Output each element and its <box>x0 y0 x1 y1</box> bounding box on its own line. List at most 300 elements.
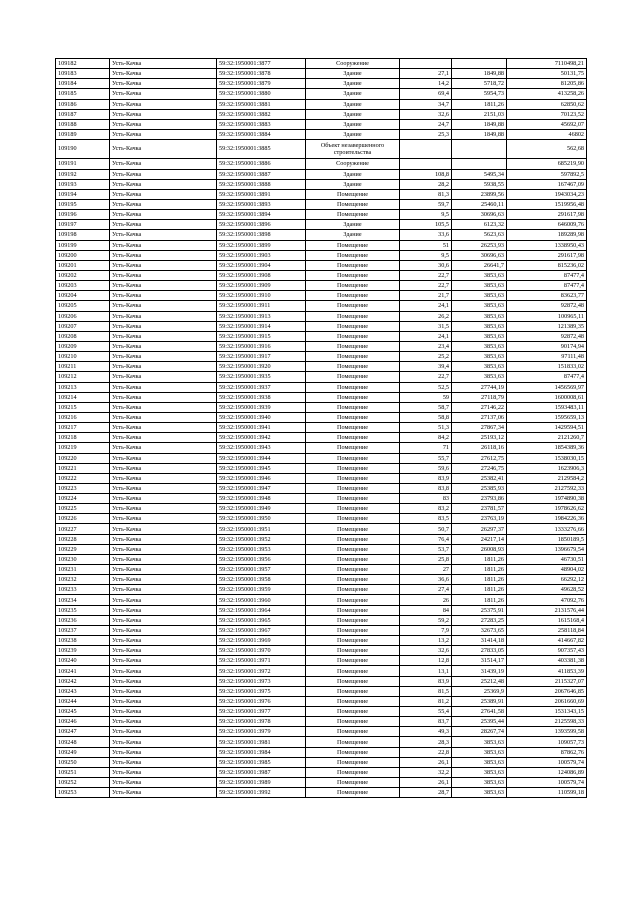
settlement-cell: Усть-Качка <box>110 412 217 422</box>
settlement-cell: Усть-Качка <box>110 423 217 433</box>
area-cell: 58,7 <box>400 402 452 412</box>
unit-price-cell: 24217,14 <box>452 534 507 544</box>
area-cell <box>400 159 452 169</box>
cadastral-number-cell: 59:32:1950001:3913 <box>217 311 306 321</box>
unit-price-cell: 30696,63 <box>452 250 507 260</box>
table-row <box>56 605 587 615</box>
cadastral-value-cell: 46730,51 <box>507 554 587 564</box>
cadastral-value-cell: 685219,90 <box>507 159 587 169</box>
settlement-cell: Усть-Качка <box>110 788 217 798</box>
cadastral-number-cell: 59:32:1950001:3914 <box>217 321 306 331</box>
settlement-cell: Усть-Качка <box>110 179 217 189</box>
cadastral-number-cell: 59:32:1950001:3908 <box>217 270 306 280</box>
table-row <box>56 494 587 504</box>
settlement-cell: Усть-Качка <box>110 747 217 757</box>
object-type-cell: Помещение <box>306 544 400 554</box>
settlement-cell: Усть-Качка <box>110 89 217 99</box>
unit-price-cell: 1811,26 <box>452 99 507 109</box>
unit-price-cell: 3853,63 <box>452 352 507 362</box>
area-cell: 51 <box>400 240 452 250</box>
cadastral-value-cell: 87477,4 <box>507 281 587 291</box>
cadastral-number-cell: 59:32:1950001:3888 <box>217 179 306 189</box>
area-cell: 28,2 <box>400 179 452 189</box>
object-type-cell: Помещение <box>306 301 400 311</box>
object-type-cell: Помещение <box>306 494 400 504</box>
cadastral-value-cell: 1531343,15 <box>507 707 587 717</box>
cadastral-number-cell: 59:32:1950001:3960 <box>217 595 306 605</box>
area-cell: 25,2 <box>400 352 452 362</box>
area-cell: 108,8 <box>400 169 452 179</box>
area-cell: 83,9 <box>400 676 452 686</box>
settlement-cell: Усть-Качка <box>110 565 217 575</box>
row-number-cell: 109204 <box>56 291 110 301</box>
cadastral-value-cell: 258118,84 <box>507 625 587 635</box>
settlement-cell: Усть-Качка <box>110 331 217 341</box>
settlement-cell: Усть-Качка <box>110 140 217 159</box>
unit-price-cell: 26641,7 <box>452 260 507 270</box>
area-cell: 83,9 <box>400 473 452 483</box>
settlement-cell: Усть-Качка <box>110 281 217 291</box>
unit-price-cell: 1811,26 <box>452 554 507 564</box>
unit-price-cell: 30696,63 <box>452 210 507 220</box>
cadastral-value-cell: 1333276,66 <box>507 524 587 534</box>
cadastral-number-cell: 59:32:1950001:3944 <box>217 453 306 463</box>
cadastral-number-cell: 59:32:1950001:3964 <box>217 605 306 615</box>
row-number-cell: 109247 <box>56 727 110 737</box>
cadastral-value-cell: 50131,75 <box>507 69 587 79</box>
cadastral-value-cell: 1623906,3 <box>507 463 587 473</box>
row-number-cell: 109214 <box>56 392 110 402</box>
object-type-cell: Помещение <box>306 524 400 534</box>
row-number-cell: 109222 <box>56 473 110 483</box>
object-type-cell: Здание <box>306 169 400 179</box>
area-cell: 22,8 <box>400 747 452 757</box>
unit-price-cell: 3853,63 <box>452 321 507 331</box>
area-cell: 32,6 <box>400 109 452 119</box>
table-row <box>56 352 587 362</box>
cadastral-value-cell: 403381,38 <box>507 656 587 666</box>
unit-price-cell: 27246,75 <box>452 463 507 473</box>
unit-price-cell: 25382,41 <box>452 473 507 483</box>
cadastral-value-cell: 1615168,4 <box>507 615 587 625</box>
settlement-cell: Усть-Качка <box>110 382 217 392</box>
row-number-cell: 109192 <box>56 169 110 179</box>
cadastral-number-cell: 59:32:1950001:3992 <box>217 788 306 798</box>
object-type-cell: Помещение <box>306 382 400 392</box>
cadastral-value-cell: 1943034,23 <box>507 189 587 199</box>
area-cell: 59 <box>400 392 452 402</box>
cadastral-value-cell: 291617,98 <box>507 210 587 220</box>
object-type-cell: Помещение <box>306 504 400 514</box>
cadastral-value-cell: 124086,89 <box>507 767 587 777</box>
row-number-cell: 109237 <box>56 625 110 635</box>
cadastral-number-cell: 59:32:1950001:3879 <box>217 79 306 89</box>
row-number-cell: 109233 <box>56 585 110 595</box>
cadastral-number-cell: 59:32:1950001:3967 <box>217 625 306 635</box>
unit-price-cell: 3853,63 <box>452 747 507 757</box>
cadastral-value-cell: 291617,98 <box>507 250 587 260</box>
object-type-cell: Помещение <box>306 433 400 443</box>
cadastral-value-cell: 414667,82 <box>507 636 587 646</box>
unit-price-cell: 25369,9 <box>452 686 507 696</box>
unit-price-cell: 27146,22 <box>452 402 507 412</box>
unit-price-cell <box>452 159 507 169</box>
cadastral-number-cell: 59:32:1950001:3937 <box>217 382 306 392</box>
row-number-cell: 109244 <box>56 696 110 706</box>
cadastral-number-cell: 59:32:1950001:3973 <box>217 676 306 686</box>
settlement-cell: Усть-Качка <box>110 625 217 635</box>
cadastral-number-cell: 59:32:1950001:3977 <box>217 707 306 717</box>
object-type-cell: Помещение <box>306 757 400 767</box>
area-cell: 31,5 <box>400 321 452 331</box>
row-number-cell: 109249 <box>56 747 110 757</box>
cadastral-value-cell: 815236,02 <box>507 260 587 270</box>
cadastral-number-cell: 59:32:1950001:3885 <box>217 140 306 159</box>
area-cell: 24,1 <box>400 331 452 341</box>
unit-price-cell: 27283,25 <box>452 615 507 625</box>
cadastral-number-cell: 59:32:1950001:3909 <box>217 281 306 291</box>
unit-price-cell <box>452 59 507 69</box>
unit-price-cell: 3853,63 <box>452 767 507 777</box>
object-type-cell: Здание <box>306 79 400 89</box>
unit-price-cell: 25395,44 <box>452 717 507 727</box>
unit-price-cell: 3853,63 <box>452 301 507 311</box>
object-type-cell: Помещение <box>306 595 400 605</box>
row-number-cell: 109242 <box>56 676 110 686</box>
object-type-cell: Помещение <box>306 412 400 422</box>
area-cell: 71 <box>400 443 452 453</box>
area-cell: 26,1 <box>400 757 452 767</box>
row-number-cell: 109240 <box>56 656 110 666</box>
settlement-cell: Усть-Качка <box>110 99 217 109</box>
cadastral-number-cell: 59:32:1950001:3949 <box>217 504 306 514</box>
settlement-cell: Усть-Качка <box>110 646 217 656</box>
row-number-cell: 109248 <box>56 737 110 747</box>
table-row <box>56 392 587 402</box>
unit-price-cell: 3853,63 <box>452 341 507 351</box>
object-type-cell: Помещение <box>306 199 400 209</box>
settlement-cell: Усть-Качка <box>110 210 217 220</box>
object-type-cell: Помещение <box>306 625 400 635</box>
cadastral-value-cell: 2125598,33 <box>507 717 587 727</box>
cadastral-number-cell: 59:32:1950001:3957 <box>217 565 306 575</box>
table-row <box>56 230 587 240</box>
object-type-cell: Помещение <box>306 270 400 280</box>
cadastral-value-cell: 87862,76 <box>507 747 587 757</box>
row-number-cell: 109196 <box>56 210 110 220</box>
cadastral-number-cell: 59:32:1950001:3989 <box>217 778 306 788</box>
object-type-cell: Помещение <box>306 473 400 483</box>
settlement-cell: Усть-Качка <box>110 169 217 179</box>
unit-price-cell: 1811,26 <box>452 565 507 575</box>
unit-price-cell: 1849,88 <box>452 69 507 79</box>
settlement-cell: Усть-Качка <box>110 392 217 402</box>
cadastral-number-cell: 59:32:1950001:3877 <box>217 59 306 69</box>
cadastral-value-cell: 100965,11 <box>507 311 587 321</box>
table-row <box>56 69 587 79</box>
settlement-cell: Усть-Качка <box>110 199 217 209</box>
object-type-cell: Помещение <box>306 717 400 727</box>
settlement-cell: Усть-Качка <box>110 119 217 129</box>
settlement-cell: Усть-Качка <box>110 291 217 301</box>
cadastral-value-cell: 562,68 <box>507 140 587 159</box>
table-row <box>56 463 587 473</box>
settlement-cell: Усть-Качка <box>110 321 217 331</box>
unit-price-cell: 2151,03 <box>452 109 507 119</box>
table-row <box>56 747 587 757</box>
cadastral-number-cell: 59:32:1950001:3976 <box>217 696 306 706</box>
row-number-cell: 109205 <box>56 301 110 311</box>
row-number-cell: 109209 <box>56 341 110 351</box>
unit-price-cell: 3853,63 <box>452 778 507 788</box>
table-row <box>56 514 587 524</box>
cadastral-value-cell: 47092,76 <box>507 595 587 605</box>
row-number-cell: 109239 <box>56 646 110 656</box>
object-type-cell: Помещение <box>306 281 400 291</box>
cadastral-value-cell: 1595659,13 <box>507 412 587 422</box>
settlement-cell: Усть-Качка <box>110 59 217 69</box>
table-row <box>56 433 587 443</box>
area-cell: 26 <box>400 595 452 605</box>
area-cell: 50,7 <box>400 524 452 534</box>
object-type-cell: Помещение <box>306 331 400 341</box>
row-number-cell: 109235 <box>56 605 110 615</box>
object-type-cell: Объект незавершенного строительства <box>306 140 400 159</box>
cadastral-number-cell: 59:32:1950001:3935 <box>217 372 306 382</box>
area-cell: 24,1 <box>400 301 452 311</box>
settlement-cell: Усть-Качка <box>110 463 217 473</box>
row-number-cell: 109194 <box>56 189 110 199</box>
settlement-cell: Усть-Качка <box>110 524 217 534</box>
unit-price-cell: 3853,63 <box>452 757 507 767</box>
object-type-cell: Здание <box>306 89 400 99</box>
cadastral-number-cell: 59:32:1950001:3939 <box>217 402 306 412</box>
cadastral-value-cell: 7110498,21 <box>507 59 587 69</box>
settlement-cell: Усть-Качка <box>110 757 217 767</box>
area-cell: 32,2 <box>400 767 452 777</box>
object-type-cell: Помещение <box>306 372 400 382</box>
table-row <box>56 666 587 676</box>
area-cell: 49,3 <box>400 727 452 737</box>
settlement-cell: Усть-Качка <box>110 534 217 544</box>
cadastral-number-cell: 59:32:1950001:3878 <box>217 69 306 79</box>
unit-price-cell: 27867,34 <box>452 423 507 433</box>
cadastral-number-cell: 59:32:1950001:3965 <box>217 615 306 625</box>
cadastral-number-cell: 59:32:1950001:3894 <box>217 210 306 220</box>
area-cell: 76,4 <box>400 534 452 544</box>
area-cell: 53,7 <box>400 544 452 554</box>
unit-price-cell: 25212,48 <box>452 676 507 686</box>
cadastral-number-cell: 59:32:1950001:3938 <box>217 392 306 402</box>
object-type-cell: Помещение <box>306 707 400 717</box>
table-row <box>56 483 587 493</box>
object-type-cell: Помещение <box>306 260 400 270</box>
settlement-cell: Усть-Качка <box>110 301 217 311</box>
area-cell: 83,5 <box>400 514 452 524</box>
settlement-cell: Усть-Качка <box>110 69 217 79</box>
cadastral-number-cell: 59:32:1950001:3972 <box>217 666 306 676</box>
object-type-cell: Помещение <box>306 402 400 412</box>
cadastral-value-cell: 83623,77 <box>507 291 587 301</box>
cadastral-value-cell: 49628,52 <box>507 585 587 595</box>
row-number-cell: 109206 <box>56 311 110 321</box>
row-number-cell: 109236 <box>56 615 110 625</box>
table-row <box>56 372 587 382</box>
settlement-cell: Усть-Качка <box>110 129 217 139</box>
area-cell: 25,3 <box>400 129 452 139</box>
settlement-cell: Усть-Качка <box>110 585 217 595</box>
settlement-cell: Усть-Качка <box>110 504 217 514</box>
row-number-cell: 109195 <box>56 199 110 209</box>
row-number-cell: 109189 <box>56 129 110 139</box>
area-cell: 12,8 <box>400 656 452 666</box>
cadastral-number-cell: 59:32:1950001:3882 <box>217 109 306 119</box>
area-cell: 9,5 <box>400 210 452 220</box>
cadastral-number-cell: 59:32:1950001:3893 <box>217 199 306 209</box>
unit-price-cell: 5623,63 <box>452 230 507 240</box>
area-cell: 81,3 <box>400 189 452 199</box>
row-number-cell: 109217 <box>56 423 110 433</box>
cadastral-value-cell: 1974890,38 <box>507 494 587 504</box>
unit-price-cell: 31414,18 <box>452 636 507 646</box>
settlement-cell: Усть-Качка <box>110 656 217 666</box>
area-cell: 23,4 <box>400 341 452 351</box>
cadastral-number-cell: 59:32:1950001:3910 <box>217 291 306 301</box>
area-cell: 59,2 <box>400 615 452 625</box>
cadastral-number-cell: 59:32:1950001:3969 <box>217 636 306 646</box>
unit-price-cell: 5954,73 <box>452 89 507 99</box>
row-number-cell: 109212 <box>56 372 110 382</box>
area-cell: 58,8 <box>400 412 452 422</box>
table-row <box>56 79 587 89</box>
row-number-cell: 109203 <box>56 281 110 291</box>
area-cell: 81,5 <box>400 686 452 696</box>
settlement-cell: Усть-Качка <box>110 240 217 250</box>
cadastral-number-cell: 59:32:1950001:3884 <box>217 129 306 139</box>
table-row <box>56 311 587 321</box>
object-type-cell: Сооружение <box>306 59 400 69</box>
unit-price-cell: 6123,32 <box>452 220 507 230</box>
table-row <box>56 504 587 514</box>
object-type-cell: Помещение <box>306 646 400 656</box>
table-row <box>56 281 587 291</box>
cadastral-number-cell: 59:32:1950001:3898 <box>217 230 306 240</box>
row-number-cell: 109188 <box>56 119 110 129</box>
area-cell: 52,5 <box>400 382 452 392</box>
table-row <box>56 737 587 747</box>
unit-price-cell: 26008,93 <box>452 544 507 554</box>
settlement-cell: Усть-Качка <box>110 727 217 737</box>
settlement-cell: Усть-Качка <box>110 767 217 777</box>
table-row <box>56 331 587 341</box>
table-row <box>56 423 587 433</box>
cadastral-value-cell: 2061660,69 <box>507 696 587 706</box>
area-cell: 30,6 <box>400 260 452 270</box>
cadastral-value-cell: 1393599,58 <box>507 727 587 737</box>
object-type-cell: Помещение <box>306 554 400 564</box>
row-number-cell: 109210 <box>56 352 110 362</box>
cadastral-number-cell: 59:32:1950001:3987 <box>217 767 306 777</box>
cadastral-number-cell: 59:32:1950001:3956 <box>217 554 306 564</box>
table-row <box>56 119 587 129</box>
cadastral-number-cell: 59:32:1950001:3975 <box>217 686 306 696</box>
cadastral-number-cell: 59:32:1950001:3917 <box>217 352 306 362</box>
row-number-cell: 109221 <box>56 463 110 473</box>
area-cell: 55,7 <box>400 453 452 463</box>
cadastral-value-cell: 97111,48 <box>507 352 587 362</box>
cadastral-number-cell: 59:32:1950001:3950 <box>217 514 306 524</box>
area-cell: 39,4 <box>400 362 452 372</box>
object-type-cell: Помещение <box>306 747 400 757</box>
table-row <box>56 534 587 544</box>
unit-price-cell: 1849,88 <box>452 119 507 129</box>
area-cell: 59,6 <box>400 463 452 473</box>
table-row <box>56 554 587 564</box>
table-row <box>56 625 587 635</box>
cadastral-number-cell: 59:32:1950001:3945 <box>217 463 306 473</box>
unit-price-cell: 26253,93 <box>452 240 507 250</box>
table-row <box>56 129 587 139</box>
table-row <box>56 301 587 311</box>
settlement-cell: Усть-Качка <box>110 109 217 119</box>
cadastral-number-cell: 59:32:1950001:3891 <box>217 189 306 199</box>
cadastral-number-cell: 59:32:1950001:3920 <box>217 362 306 372</box>
settlement-cell: Усть-Качка <box>110 230 217 240</box>
object-type-cell: Помещение <box>306 676 400 686</box>
cadastral-value-cell: 189289,98 <box>507 230 587 240</box>
cadastral-value-cell: 1429594,51 <box>507 423 587 433</box>
cadastral-value-cell: 45692,07 <box>507 119 587 129</box>
object-type-cell: Здание <box>306 179 400 189</box>
cadastral-number-cell: 59:32:1950001:3915 <box>217 331 306 341</box>
object-type-cell: Здание <box>306 109 400 119</box>
object-type-cell: Помещение <box>306 686 400 696</box>
table-row <box>56 676 587 686</box>
cadastral-value-cell: 100579,74 <box>507 757 587 767</box>
area-cell <box>400 140 452 159</box>
settlement-cell: Усть-Качка <box>110 514 217 524</box>
unit-price-cell: 25375,91 <box>452 605 507 615</box>
unit-price-cell: 32673,65 <box>452 625 507 635</box>
table-row <box>56 575 587 585</box>
table-row <box>56 99 587 109</box>
object-type-cell: Помещение <box>306 767 400 777</box>
cadastral-number-cell: 59:32:1950001:3903 <box>217 250 306 260</box>
area-cell: 84 <box>400 605 452 615</box>
table-row <box>56 727 587 737</box>
object-type-cell: Помещение <box>306 483 400 493</box>
cadastral-value-cell: 907357,43 <box>507 646 587 656</box>
cadastral-value-cell: 646009,76 <box>507 220 587 230</box>
table-row <box>56 140 587 159</box>
cadastral-value-cell: 597892,5 <box>507 169 587 179</box>
settlement-cell: Усть-Качка <box>110 473 217 483</box>
object-type-cell: Помещение <box>306 737 400 747</box>
row-number-cell: 109187 <box>56 109 110 119</box>
settlement-cell: Усть-Качка <box>110 402 217 412</box>
unit-price-cell: 31514,17 <box>452 656 507 666</box>
cadastral-value-cell: 87477,4 <box>507 372 587 382</box>
row-number-cell: 109223 <box>56 483 110 493</box>
settlement-cell: Усть-Качка <box>110 595 217 605</box>
settlement-cell: Усть-Качка <box>110 159 217 169</box>
settlement-cell: Усть-Качка <box>110 686 217 696</box>
row-number-cell: 109207 <box>56 321 110 331</box>
settlement-cell: Усть-Качка <box>110 433 217 443</box>
settlement-cell: Усть-Качка <box>110 575 217 585</box>
table-row <box>56 565 587 575</box>
cadastral-number-cell: 59:32:1950001:3911 <box>217 301 306 311</box>
